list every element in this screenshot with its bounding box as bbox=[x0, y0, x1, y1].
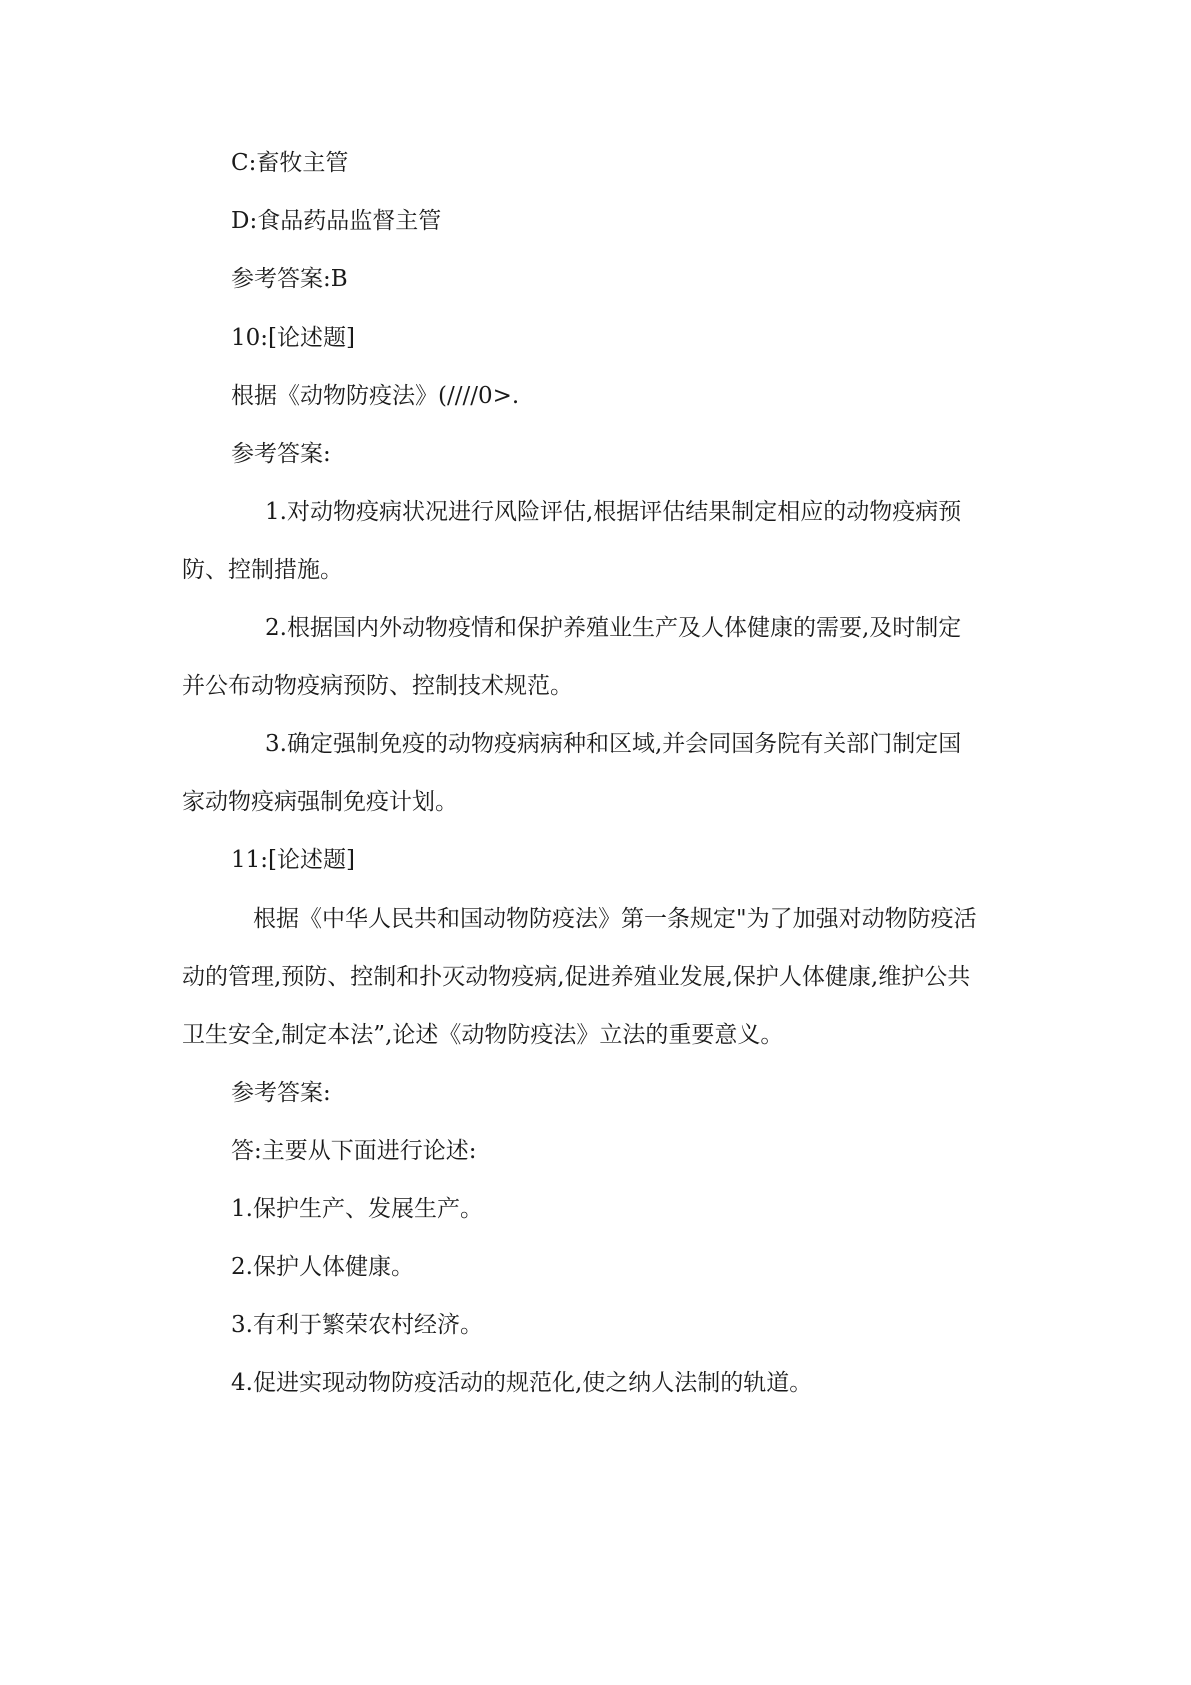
q11-header: 11:[论述题] bbox=[231, 847, 355, 873]
q11-prompt-line3: 卫生安全,制定本法”,论述《动物防疫法》立法的重要意义。 bbox=[182, 1022, 784, 1048]
q11-point-4: 4.促进实现动物防疫活动的规范化,使之纳人法制的轨道。 bbox=[231, 1370, 813, 1396]
q10-answer-1-line1: 1.对动物疫病状况进行风险评估,根据评估结果制定相应的动物疫病预 bbox=[265, 499, 962, 525]
q9-answer: 参考答案:B bbox=[231, 266, 348, 292]
q11-point-2: 2.保护人体健康。 bbox=[231, 1254, 414, 1280]
q11-prompt-line1: 根据《中华人民共和国动物防疫法》第一条规定"为了加强对动物防疫活 bbox=[253, 906, 977, 932]
q10-answer-2-line2: 并公布动物疫病预防、控制技术规范。 bbox=[182, 673, 573, 699]
q11-prompt-line2: 动的管理,预防、控制和扑灭动物疫病,促进养殖业发展,保护人体健康,维护公共 bbox=[182, 964, 971, 990]
q10-answer-2-line1: 2.根据国内外动物疫情和保护养殖业生产及人体健康的需要,及时制定 bbox=[265, 615, 962, 641]
q10-prompt: 根据《动物防疫法》(////0>. bbox=[231, 383, 520, 409]
q11-point-3: 3.有利于繁荣农村经济。 bbox=[231, 1312, 483, 1338]
q10-answer-3-line1: 3.确定强制免疫的动物疫病病种和区域,并会同国务院有关部门制定国 bbox=[265, 731, 962, 757]
q10-answer-3-line2: 家动物疫病强制免疫计划。 bbox=[182, 789, 458, 815]
q11-point-1: 1.保护生产、发展生产。 bbox=[231, 1196, 483, 1222]
option-c: C:畜牧主管 bbox=[231, 150, 349, 176]
q11-answer-intro: 答:主要从下面进行论述: bbox=[231, 1138, 477, 1164]
q11-answer-label: 参考答案: bbox=[231, 1080, 331, 1106]
option-d: D:食品药品监督主管 bbox=[231, 208, 442, 234]
q10-header: 10:[论述题] bbox=[231, 325, 355, 351]
q10-answer-1-line2: 防、控制措施。 bbox=[182, 557, 343, 583]
q10-answer-label: 参考答案: bbox=[231, 441, 331, 467]
